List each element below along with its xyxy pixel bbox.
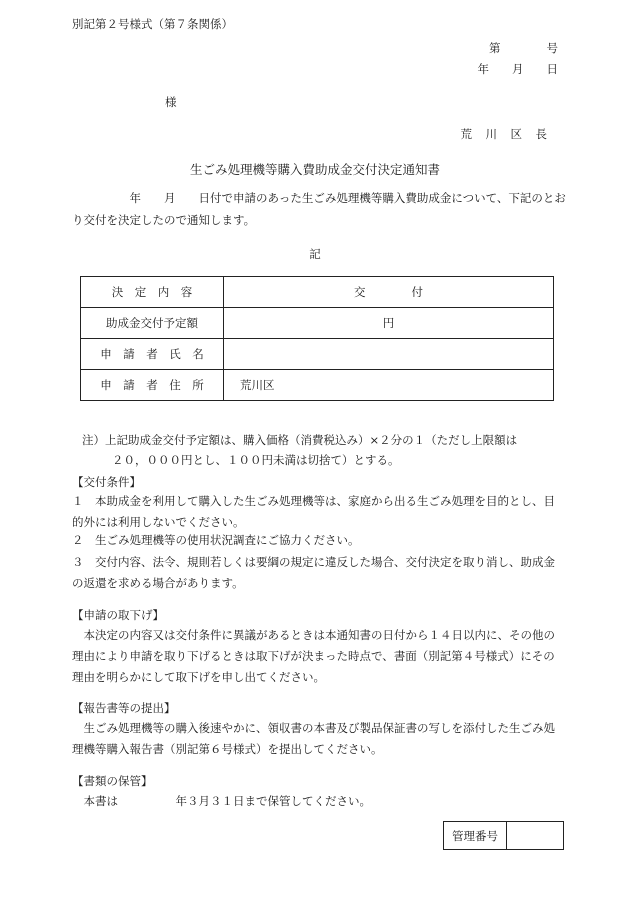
addressee: 様 [165, 95, 177, 109]
note-line-1: 注）上記助成金交付予定額は、購入価格（消費税込み）×２分の１（ただし上限額は [82, 433, 518, 447]
management-number-box [443, 821, 564, 850]
row-value-name [224, 339, 554, 370]
conditions-heading: 【交付条件】 [72, 475, 141, 489]
storage-heading: 【書類の保管】 [72, 774, 153, 788]
ki-heading: 記 [309, 247, 321, 261]
row-value-decision: 交 付 [224, 277, 554, 308]
lead-paragraph: 年 月 日付で申請のあった生ごみ処理機等購入費助成金について、下記のとおり交付を決定したので通知します。 [72, 191, 566, 227]
withdrawal-heading: 【申請の取下げ】 [72, 608, 164, 622]
row-label-decision: 決 定 内 容 [81, 277, 224, 308]
report-text: 生ごみ処理機等の購入後速やかに、領収書の本書及び製品保証書の写しを添付した生ごみ処理機等購入報告書（別記第６号様式）を提出してください。 [72, 721, 555, 756]
row-value-address: 荒川区 [224, 370, 554, 401]
sender: 荒 川 区 長 [460, 127, 548, 141]
issue-date: 年 月 日 [477, 62, 558, 76]
management-number-label: 管理番号 [444, 822, 507, 850]
decision-table [80, 276, 554, 401]
withdrawal-text: 本決定の内容又は交付条件に異議があるときは本通知書の日付から１４日以内に、その他の理由により申請を取り下げるときは取下げが決まった時点で、書面（別記第４号様式）にその理由を明らかにして取下げを申し出てください。 [72, 628, 555, 684]
condition-item-3: ３ 交付内容、法令、規則若しくは要綱の規定に違反した場合、交付決定を取り消し、助成金の返還を求める場合があります。 [72, 555, 555, 590]
condition-item-1: １ 本助成金を利用して購入した生ごみ処理機等は、家庭から出る生ごみ処理を目的とし、目的外には利用しないでください。 [72, 494, 555, 529]
row-label-address: 申 請 者 住 所 [81, 370, 224, 401]
issue-number: 第 号 [489, 41, 558, 55]
document-title: 生ごみ処理機等購入費助成金交付決定通知書 [189, 162, 440, 177]
table-row [81, 370, 554, 401]
storage-text: 本書は 年３月３１日まで保管してください。 [72, 794, 371, 808]
condition-item-2: ２ 生ごみ処理機等の使用状況調査にご協力ください。 [72, 533, 360, 547]
row-label-amount: 助成金交付予定額 [81, 308, 224, 339]
form-number: 別記第２号様式（第７条関係） [72, 17, 233, 31]
row-value-amount: 円 [224, 308, 554, 339]
table-row [81, 277, 554, 308]
note-line-2: ２０，０００円とし、１００円未満は切捨て）とする。 [112, 453, 400, 467]
row-label-name: 申 請 者 氏 名 [81, 339, 224, 370]
table-row [81, 339, 554, 370]
management-number-value [507, 822, 564, 850]
table-row [81, 308, 554, 339]
report-heading: 【報告書等の提出】 [72, 701, 176, 715]
